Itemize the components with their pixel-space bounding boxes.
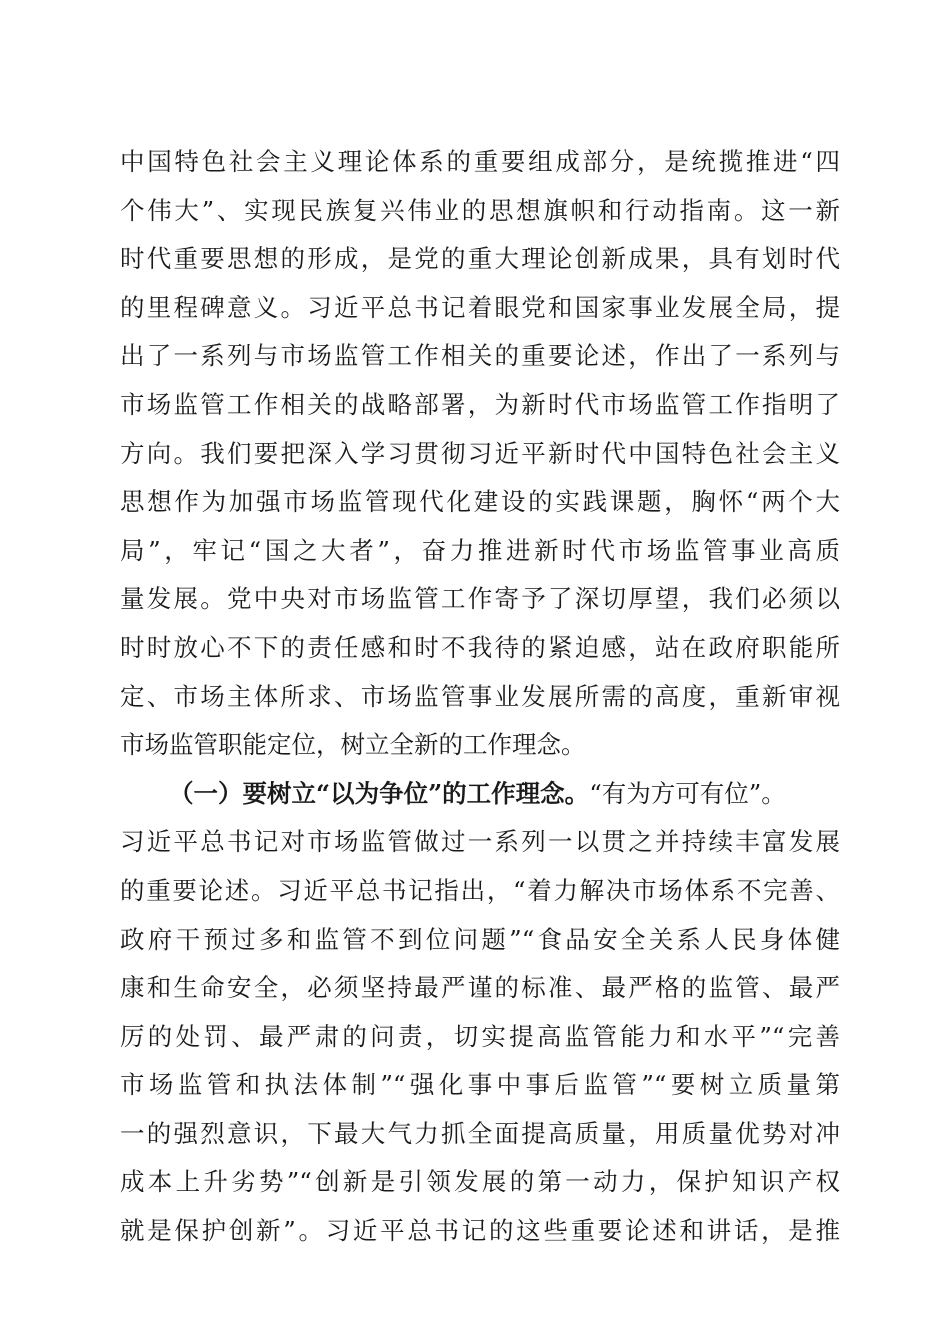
text-line: 出了一系列与市场监管工作相关的重要论述，作出了一系列与	[120, 341, 840, 371]
text-line: 一的强烈意识，下最大气力抓全面提高质量，用质量优势对冲	[120, 1118, 840, 1148]
section-heading-quote: “有为方可有位”。	[589, 778, 786, 808]
section-heading: （一）要树立“以为争位”的工作理念。	[169, 778, 590, 808]
paragraph-section-one	[120, 770, 840, 1256]
text-line: 时时放心不下的责任感和时不我待的紧迫感，站在政府职能所	[120, 632, 840, 662]
text-line: 的里程碑意义。习近平总书记着眼党和国家事业发展全局，提	[120, 292, 840, 322]
section-heading-line	[120, 770, 840, 819]
text-line: 局”，牢记“国之大者”，奋力推进新时代市场监管事业高质	[120, 535, 840, 565]
text-line: 方向。我们要把深入学习贯彻习近平新时代中国特色社会主义	[120, 438, 840, 468]
text-line: 成本上升劣势”“创新是引领发展的第一动力，保护知识产权	[120, 1167, 840, 1197]
text-line: 中国特色社会主义理论体系的重要组成部分，是统揽推进“四	[120, 147, 840, 176]
text-line: 的重要论述。习近平总书记指出，“着力解决市场体系不完善、	[120, 875, 840, 905]
text-line: 思想作为加强市场监管现代化建设的实践课题，胸怀“两个大	[120, 487, 840, 517]
text-line: 定、市场主体所求、市场监管事业发展所需的高度，重新审视	[120, 681, 840, 711]
document-body	[120, 138, 840, 1256]
text-line: 时代重要思想的形成，是党的重大理论创新成果，具有划时代	[120, 244, 840, 274]
text-line: 市场监管和执法体制”“强化事中事后监管”“要树立质量第	[120, 1070, 840, 1100]
text-line: 习近平总书记对市场监管做过一系列一以贯之并持续丰富发展	[120, 827, 840, 857]
text-line: 厉的处罚、最严肃的问责，切实提高监管能力和水平”“完善	[120, 1021, 840, 1051]
text-line: 就是保护创新”。习近平总书记的这些重要论述和讲话，是推	[120, 1216, 840, 1246]
text-line: 康和生命安全，必须坚持最严谨的标准、最严格的监管、最严	[120, 973, 840, 1003]
text-line: 市场监管工作相关的战略部署，为新时代市场监管工作指明了	[120, 389, 840, 419]
text-line: 个伟大”、实现民族复兴伟业的思想旗帜和行动指南。这一新	[120, 195, 840, 225]
text-line: 市场监管职能定位，树立全新的工作理念。	[120, 730, 586, 760]
paragraph-intro	[120, 138, 840, 770]
text-line: 量发展。党中央对市场监管工作寄予了深切厚望，我们必须以	[120, 584, 840, 614]
text-line: 政府干预过多和监管不到位问题”“食品安全关系人民身体健	[120, 924, 840, 954]
